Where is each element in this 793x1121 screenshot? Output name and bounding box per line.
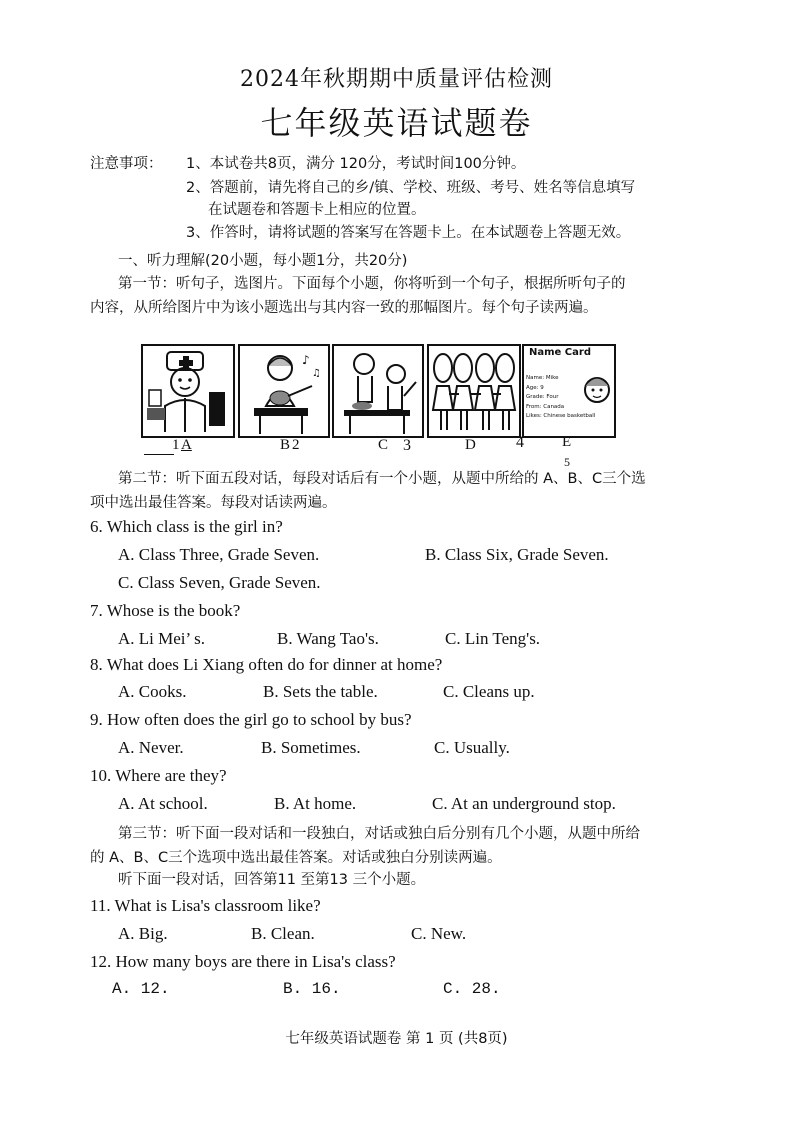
q8-option-a: A. Cooks. bbox=[118, 682, 187, 701]
picture-e-name-card bbox=[522, 344, 616, 438]
picture-letter-d: D bbox=[465, 437, 476, 453]
q7-option-a: A. Li Mei’ s. bbox=[118, 629, 206, 648]
question-8: 8. What does Li Xiang often do for dinner at home? bbox=[90, 655, 443, 674]
q10-option-b: B. At home. bbox=[274, 794, 357, 813]
q11-option-b: B. Clean. bbox=[251, 924, 315, 943]
q10-option-c: C. At an underground stop. bbox=[432, 794, 616, 813]
section-heading: 一、听力理解(20小题，每小题1分，共20分) bbox=[118, 253, 408, 269]
q8-option-b: B. Sets the table. bbox=[263, 682, 378, 701]
page-footer: 七年级英语试题卷 第 1 页 (共8页) bbox=[285, 1031, 508, 1047]
name-card-name: Name: Mike bbox=[526, 375, 559, 381]
paper-title: 七年级英语试题卷 bbox=[260, 104, 533, 142]
svg-text:♫: ♫ bbox=[312, 368, 321, 379]
picture-number-3: 3 bbox=[403, 437, 411, 454]
q12-option-a: A. 12. bbox=[112, 980, 170, 998]
q9-option-b: B. Sometimes. bbox=[261, 738, 361, 757]
part3-instructions: 第三节：听下面一段对话和一段独白，对话或独白后分别有几个小题，从题中所给 bbox=[118, 826, 640, 842]
q12-option-b: B. 16. bbox=[283, 980, 341, 998]
part3-instructions-cont: 的 A、B、C三个选项中选出最佳答案。对话或独白分别读两遍。 bbox=[90, 850, 502, 866]
picture-number-2: 2 bbox=[292, 437, 300, 453]
q7-option-c: C. Lin Teng's. bbox=[445, 629, 541, 648]
name-card-from: From: Canada bbox=[526, 403, 565, 410]
notice-item-2: 2、答题前，请先将自己的乡/镇、学校、班级、考号、姓名等信息填写 bbox=[186, 180, 636, 196]
picture-number-1: 1 bbox=[172, 437, 180, 453]
picture-number-5: 5 bbox=[564, 455, 570, 469]
name-card-age: Age: 9 bbox=[526, 384, 544, 391]
picture-b-guitar bbox=[238, 344, 330, 438]
name-card-grade: Grade: Four bbox=[526, 394, 559, 400]
q11-option-a: A. Big. bbox=[118, 924, 168, 943]
part1-instructions: 第一节：听句子，选图片。下面每个小题，你将听到一个句子，根据所听句子的 bbox=[118, 276, 626, 292]
q7-option-b: B. Wang Tao's. bbox=[277, 629, 379, 648]
q8-option-c: C. Cleans up. bbox=[443, 682, 535, 701]
part1-instructions-cont: 内容，从所给图片中为该小题选出与其内容一致的那幅图片。每个句子读两遍。 bbox=[90, 300, 598, 316]
notice-label: 注意事项： bbox=[90, 156, 163, 172]
q9-option-a: A. Never. bbox=[118, 738, 184, 757]
q6-option-b: B. Class Six, Grade Seven. bbox=[425, 545, 609, 564]
part2-instructions: 第二节：听下面五段对话，每段对话后有一个小题，从题中所给的 A、B、C三个选 bbox=[118, 471, 646, 487]
picture-a-doctor bbox=[141, 344, 235, 438]
picture-c-cooking bbox=[332, 344, 424, 438]
q10-option-a: A. At school. bbox=[118, 794, 208, 813]
question-9: 9. How often does the girl go to school by bus? bbox=[90, 710, 412, 729]
question-10: 10. Where are they? bbox=[90, 766, 227, 785]
q6-option-c: C. Class Seven, Grade Seven. bbox=[118, 573, 321, 592]
picture-d-children bbox=[427, 344, 521, 438]
q6-option-a: A. Class Three, Grade Seven. bbox=[118, 545, 320, 564]
question-7: 7. Whose is the book? bbox=[90, 601, 241, 620]
notice-item-3: 3、作答时，请将试题的答案写在答题卡上。在本试题卷上答题无效。 bbox=[186, 225, 631, 241]
picture-letter-c: C bbox=[378, 437, 389, 453]
q9-option-c: C. Usually. bbox=[434, 738, 510, 757]
notice-item-2-cont: 在试题卷和答题卡上相应的位置。 bbox=[208, 202, 426, 218]
answer-blank bbox=[144, 454, 174, 455]
question-6: 6. Which class is the girl in? bbox=[90, 517, 283, 536]
picture-letter-e: E bbox=[562, 434, 572, 450]
question-11: 11. What is Lisa's classroom like? bbox=[90, 896, 321, 915]
picture-number-4: 4 bbox=[516, 434, 524, 451]
question-12: 12. How many boys are there in Lisa's class? bbox=[90, 952, 396, 971]
exam-title: 2024年秋期期中质量评估检测 bbox=[240, 67, 553, 92]
svg-text:♪: ♪ bbox=[302, 353, 310, 367]
name-card-likes: Likes: Chinese basketball bbox=[526, 413, 596, 419]
part3-dialogue-note: 听下面一段对话，回答第11 至第13 三个小题。 bbox=[118, 872, 426, 888]
part2-instructions-cont: 项中选出最佳答案。每段对话读两遍。 bbox=[90, 495, 337, 511]
notice-item-1: 1、本试卷共8页，满分 120分，考试时间100分钟。 bbox=[186, 156, 526, 172]
name-card-title: Name Card bbox=[529, 347, 591, 358]
picture-letter-a: A bbox=[181, 437, 192, 453]
picture-letter-b: B bbox=[280, 437, 291, 453]
q12-option-c: C. 28. bbox=[443, 980, 501, 998]
q11-option-c: C. New. bbox=[411, 924, 467, 943]
